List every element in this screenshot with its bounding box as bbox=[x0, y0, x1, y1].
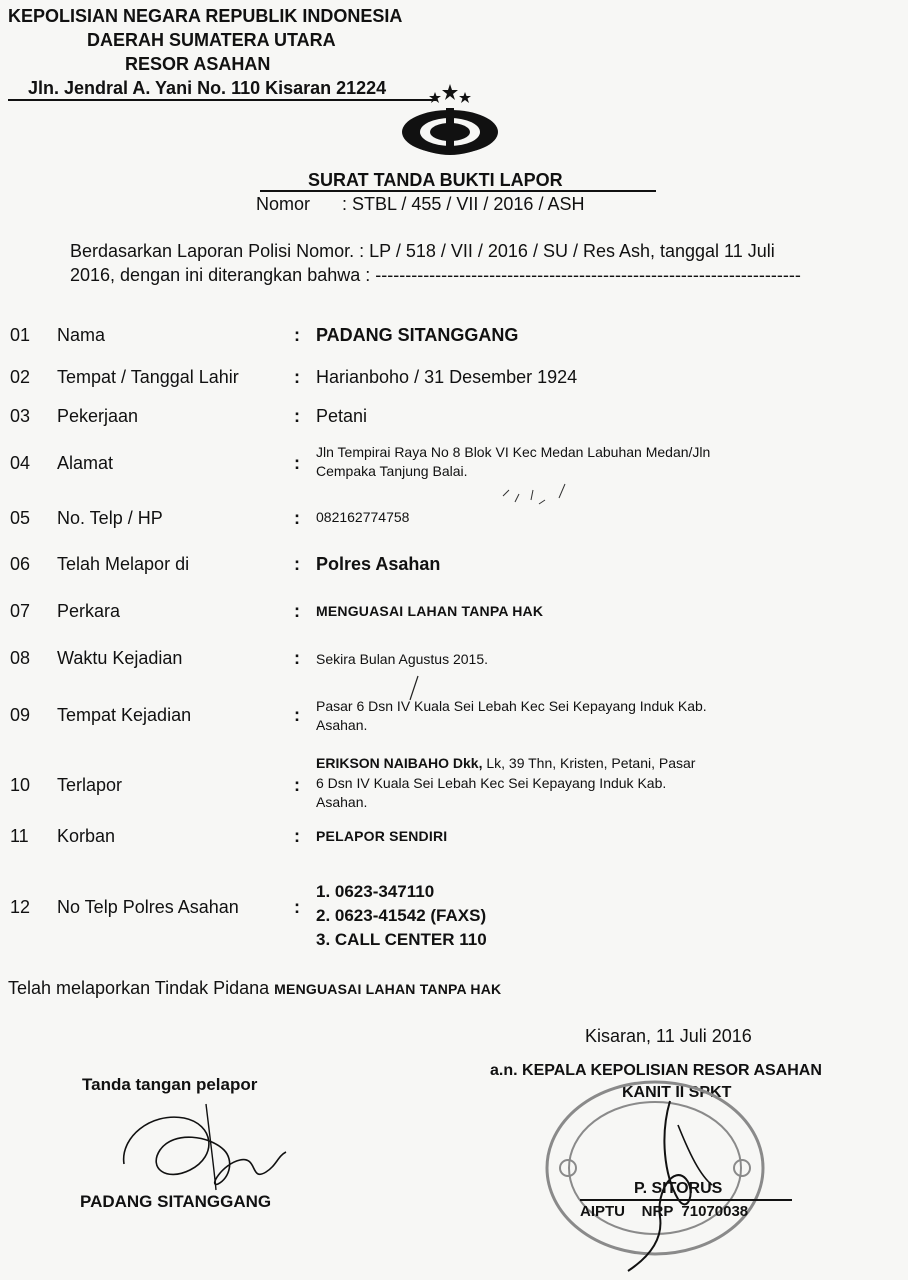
field-11-label: Korban bbox=[57, 826, 116, 846]
field-03-value: Petani bbox=[316, 406, 368, 426]
field-05-colon: : bbox=[294, 508, 300, 528]
field-05-value: 082162774758 bbox=[316, 509, 410, 525]
field-12-label: No Telp Polres Asahan bbox=[57, 897, 239, 917]
field-07-colon: : bbox=[294, 601, 300, 621]
field-04-value-line-2: Cempaka Tanjung Balai. bbox=[316, 463, 468, 479]
field-11-value: PELAPOR SENDIRI bbox=[316, 828, 448, 844]
field-10-colon: : bbox=[294, 775, 300, 795]
reporter-name: PADANG SITANGGANG bbox=[80, 1192, 272, 1211]
field-03-number: 03 bbox=[10, 406, 31, 426]
header-resort: RESOR ASAHAN bbox=[125, 54, 271, 74]
field-05-number: 05 bbox=[10, 508, 31, 528]
field-07-label: Perkara bbox=[57, 601, 121, 621]
header-address: Jln. Jendral A. Yani No. 110 Kisaran 21224 bbox=[28, 78, 387, 98]
field-11-colon: : bbox=[294, 826, 300, 846]
field-02-colon: : bbox=[294, 367, 300, 387]
header-region: DAERAH SUMATERA UTARA bbox=[87, 30, 336, 50]
officer-name-underline bbox=[580, 1199, 792, 1201]
field-02-label: Tempat / Tanggal Lahir bbox=[57, 367, 239, 387]
field-03-label: Pekerjaan bbox=[57, 406, 139, 426]
terlapor-name: ERIKSON NAIBAHO Dkk, bbox=[316, 755, 483, 771]
field-10-value-line-1 bbox=[316, 754, 695, 772]
field-10-number: 10 bbox=[10, 775, 31, 795]
field-02-number: 02 bbox=[10, 367, 31, 387]
officer-name: P. SITORUS bbox=[634, 1180, 723, 1197]
field-10-value-line-2: 6 Dsn IV Kuala Sei Lebah Kec Sei Kepayang Induk Kab. bbox=[316, 775, 667, 791]
field-09-colon: : bbox=[294, 705, 300, 725]
field-04-number: 04 bbox=[10, 453, 31, 473]
field-06-number: 06 bbox=[10, 554, 31, 574]
closing-statement bbox=[8, 978, 501, 999]
field-08-label: Waktu Kejadian bbox=[57, 648, 183, 668]
field-08-value: Sekira Bulan Agustus 2015. bbox=[316, 651, 489, 667]
unit-title: KANIT II SPKT bbox=[622, 1084, 732, 1101]
document-number-label: Nomor bbox=[256, 194, 311, 214]
intro-line-1: Berdasarkan Laporan Polisi Nomor. : LP / 518 / VII / 2016 / SU / Res Ash, tanggal 11 Juli bbox=[70, 241, 775, 261]
field-12-value-line-1: 1. 0623-347110 bbox=[316, 882, 435, 901]
intro-line-2: 2016, dengan ini diterangkan bahwa : ----------------------------------------------------------------------- bbox=[70, 265, 801, 285]
field-05-label: No. Telp / HP bbox=[57, 508, 163, 528]
field-12-value-line-3: 3. CALL CENTER 110 bbox=[316, 930, 487, 949]
field-06-value: Polres Asahan bbox=[316, 554, 441, 574]
terlapor-details: Lk, 39 Thn, Kristen, Petani, Pasar bbox=[482, 755, 696, 771]
field-04-label: Alamat bbox=[57, 453, 114, 473]
header-institution: KEPOLISIAN NEGARA REPUBLIK INDONESIA bbox=[8, 6, 403, 26]
field-09-label: Tempat Kejadian bbox=[57, 705, 192, 725]
field-07-value: MENGUASAI LAHAN TANPA HAK bbox=[316, 603, 544, 619]
field-06-colon: : bbox=[294, 554, 300, 574]
field-10-label: Terlapor bbox=[57, 775, 123, 795]
header-underline bbox=[8, 99, 436, 101]
field-01-number: 01 bbox=[10, 325, 31, 345]
authority-title: a.n. KEPALA KEPOLISIAN RESOR ASAHAN bbox=[490, 1062, 822, 1079]
field-07-number: 07 bbox=[10, 601, 31, 621]
place-date: Kisaran, 11 Juli 2016 bbox=[585, 1026, 752, 1046]
document-number-value: : STBL / 455 / VII / 2016 / ASH bbox=[342, 194, 585, 214]
field-04-value-line-1: Jln Tempirai Raya No 8 Blok VI Kec Medan Labuhan Medan/Jln bbox=[316, 444, 711, 460]
document-title: SURAT TANDA BUKTI LAPOR bbox=[308, 170, 563, 190]
field-02-value: Harianboho / 31 Desember 1924 bbox=[316, 367, 578, 387]
police-emblem-icon bbox=[395, 82, 505, 162]
field-06-label: Telah Melapor di bbox=[57, 554, 190, 574]
closing-crime: MENGUASAI LAHAN TANPA HAK bbox=[274, 981, 502, 997]
field-09-value-line-2: Asahan. bbox=[316, 717, 368, 733]
closing-prefix: Telah melaporkan Tindak Pidana bbox=[8, 978, 275, 998]
reporter-signature-label: Tanda tangan pelapor bbox=[82, 1075, 258, 1094]
field-09-number: 09 bbox=[10, 705, 31, 725]
field-03-colon: : bbox=[294, 406, 300, 426]
pen-stroke-icon bbox=[404, 674, 424, 704]
field-01-label: Nama bbox=[57, 325, 106, 345]
field-04-colon: : bbox=[294, 453, 300, 473]
field-01-colon: : bbox=[294, 325, 300, 345]
title-underline bbox=[260, 190, 656, 192]
reporter-signature-icon bbox=[110, 1098, 300, 1193]
field-09-value-line-1: Pasar 6 Dsn IV Kuala Sei Lebah Kec Sei Kepayang Induk Kab. bbox=[316, 698, 707, 714]
field-12-colon: : bbox=[294, 897, 300, 917]
field-12-value-line-2: 2. 0623-41542 (FAXS) bbox=[316, 906, 487, 925]
field-08-colon: : bbox=[294, 648, 300, 668]
field-10-value-line-3: Asahan. bbox=[316, 794, 368, 810]
field-11-number: 11 bbox=[10, 826, 29, 846]
field-08-number: 08 bbox=[10, 648, 31, 668]
field-12-number: 12 bbox=[10, 897, 31, 917]
officer-rank-nrp: AIPTU NRP 71070038 bbox=[580, 1203, 749, 1220]
field-01-value: PADANG SITANGGANG bbox=[316, 325, 519, 345]
pen-marks-icon bbox=[495, 478, 575, 508]
